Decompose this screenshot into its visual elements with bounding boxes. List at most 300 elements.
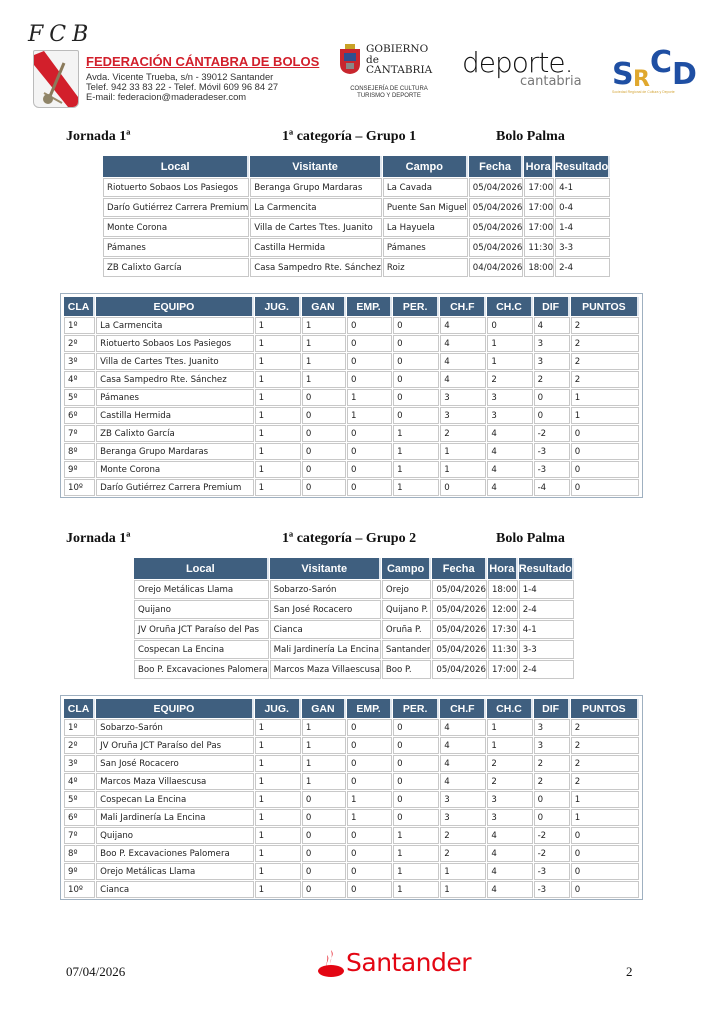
cell-fecha: 05/04/2026 [432,580,487,599]
cell-puntos: 0 [571,461,639,478]
cell-per: 0 [393,755,439,772]
cell-per: 1 [393,827,439,844]
cell-hora: 18:00 [524,258,554,277]
fcb-logo-letters: FCB [28,22,95,47]
cell-puntos: 1 [571,791,639,808]
group-1-standings-table [63,296,640,497]
cell-ch-f: 2 [440,827,486,844]
cell-ch-c: 1 [487,719,532,736]
cell-cla: 5º [64,791,95,808]
cell-visitante: Castilla Hermida [250,238,382,257]
standings-row [64,755,639,772]
match-row [134,580,574,599]
cell-jug: 1 [255,317,301,334]
cell-puntos: 2 [571,335,639,352]
cell-per: 1 [393,461,439,478]
cell-campo: La Cavada [383,178,468,197]
cell-jug: 1 [255,773,301,790]
cell-hora: 17:00 [488,660,518,679]
standings-row [64,719,639,736]
cell-cla: 6º [64,809,95,826]
cell-fecha: 05/04/2026 [432,660,487,679]
column-header-puntos: PUNTOS [571,297,639,316]
cell-cla: 3º [64,755,95,772]
cell-local: JV Oruña JCT Paraíso del Pas [134,620,269,639]
cell-equipo: Sobarzo-Sarón [96,719,254,736]
group-2-modalidad: Bolo Palma [496,531,565,546]
cell-equipo: La Carmencita [96,317,254,334]
cell-equipo: Marcos Maza Villaescusa [96,773,254,790]
cell-puntos: 0 [571,443,639,460]
cell-dif: 0 [534,791,570,808]
cell-puntos: 0 [571,845,639,862]
column-header-equipo: EQUIPO [96,297,254,316]
consejeria-line-2: TURISMO Y DEPORTE [357,93,421,99]
cell-jug: 1 [255,719,301,736]
cell-local: Pámanes [103,238,249,257]
cell-ch-f: 4 [440,737,486,754]
cell-puntos: 2 [571,773,639,790]
standings-row [64,881,639,898]
cell-campo: Roiz [383,258,468,277]
cell-ch-f: 1 [440,443,486,460]
match-row [134,620,574,639]
standings-row [64,371,639,388]
cell-per: 0 [393,407,439,424]
cell-local: Quijano [134,600,269,619]
cell-campo: Quijano P. [382,600,432,619]
cell-gan: 0 [302,791,346,808]
cell-hora: 12:00 [488,600,518,619]
cell-emp: 0 [347,845,392,862]
cell-campo: Oruña P. [382,620,432,639]
cell-local: Monte Corona [103,218,249,237]
cell-equipo: Villa de Cartes Ttes. Juanito [96,353,254,370]
cell-resultado: 1-4 [555,218,610,237]
cell-ch-c: 2 [487,773,532,790]
cell-ch-c: 4 [487,827,532,844]
column-header-visitante: Visitante [270,558,381,579]
cell-emp: 0 [347,827,392,844]
santander-flame-icon [318,950,344,982]
cell-per: 0 [393,353,439,370]
cell-dif: 2 [534,371,570,388]
cell-ch-c: 3 [487,389,532,406]
cell-cla: 6º [64,407,95,424]
standings-row [64,353,639,370]
cell-jug: 1 [255,425,301,442]
cell-local: Boo P. Excavaciones Palomera [134,660,269,679]
cell-visitante: Cianca [270,620,381,639]
cell-puntos: 0 [571,827,639,844]
cell-cla: 3º [64,353,95,370]
cell-cla: 9º [64,863,95,880]
cell-gan: 0 [302,425,346,442]
cell-equipo: Cianca [96,881,254,898]
cell-cla: 8º [64,443,95,460]
cell-per: 0 [393,737,439,754]
cell-dif: 3 [534,335,570,352]
group-2-results-table [133,557,575,680]
cell-jug: 1 [255,791,301,808]
table-header-row [134,558,574,579]
cell-jug: 1 [255,353,301,370]
standings-row [64,863,639,880]
group-2-standings-table [63,698,640,899]
cell-gan: 0 [302,461,346,478]
cell-cla: 9º [64,461,95,478]
cell-visitante: Mali Jardinería La Encina [270,640,381,659]
cell-ch-f: 4 [440,755,486,772]
group-1-results-table [102,155,611,278]
cell-gan: 1 [302,371,346,388]
column-header-ch-f: CH.F [440,297,486,316]
column-header-dif: DIF [534,297,570,316]
cell-dif: 3 [534,353,570,370]
cell-puntos: 2 [571,755,639,772]
cell-dif: -4 [534,479,570,496]
srcd-logo [612,46,708,92]
standings-row [64,461,639,478]
cell-per: 1 [393,443,439,460]
match-row [103,258,610,277]
cell-gan: 1 [302,353,346,370]
cell-jug: 1 [255,809,301,826]
standings-row [64,335,639,352]
cell-emp: 0 [347,353,392,370]
cell-fecha: 05/04/2026 [469,178,524,197]
cell-equipo: Quijano [96,827,254,844]
standings-row [64,737,639,754]
cell-per: 0 [393,371,439,388]
cell-ch-c: 4 [487,461,532,478]
cell-hora: 11:30 [488,640,518,659]
cell-equipo: Casa Sampedro Rte. Sánchez [96,371,254,388]
cell-ch-c: 4 [487,479,532,496]
cell-fecha: 05/04/2026 [469,218,524,237]
cell-emp: 0 [347,371,392,388]
cell-equipo: San José Rocacero [96,755,254,772]
cell-gan: 1 [302,773,346,790]
svg-text:D: D [672,57,697,92]
cell-per: 1 [393,425,439,442]
cell-equipo: ZB Calixto García [96,425,254,442]
cell-cla: 10º [64,479,95,496]
cell-per: 0 [393,317,439,334]
cell-jug: 1 [255,407,301,424]
cell-dif: -3 [534,863,570,880]
cell-ch-f: 3 [440,407,486,424]
standings-row [64,479,639,496]
cell-campo: Santander [382,640,432,659]
column-header-gan: GAN [302,699,346,718]
gobierno-shield-icon [339,44,361,74]
cell-hora: 17:00 [524,218,554,237]
cell-gan: 1 [302,755,346,772]
standings-row [64,443,639,460]
svg-text:C: C [650,46,673,80]
column-header-puntos: PUNTOS [571,699,639,718]
cell-fecha: 05/04/2026 [432,620,487,639]
cell-ch-c: 0 [487,317,532,334]
cell-per: 0 [393,719,439,736]
cell-per: 0 [393,809,439,826]
cell-emp: 0 [347,881,392,898]
cell-ch-c: 4 [487,845,532,862]
federation-email: E-mail: federacion@maderadeser.com [86,91,247,102]
cell-fecha: 05/04/2026 [469,238,524,257]
cell-ch-f: 0 [440,479,486,496]
cell-fecha: 05/04/2026 [469,198,524,217]
cell-resultado: 3-3 [555,238,610,257]
cell-ch-c: 4 [487,881,532,898]
santander-logo: Santander [346,948,472,977]
column-header-fecha: Fecha [469,156,524,177]
standings-row [64,317,639,334]
cell-ch-f: 4 [440,353,486,370]
cell-cla: 7º [64,827,95,844]
cell-emp: 0 [347,863,392,880]
cell-dif: -3 [534,461,570,478]
cell-ch-f: 4 [440,719,486,736]
gobierno-line-1: GOBIERNO [366,43,429,55]
cell-gan: 0 [302,827,346,844]
cell-per: 1 [393,845,439,862]
standings-row [64,425,639,442]
standings-row [64,791,639,808]
cell-cla: 10º [64,881,95,898]
cell-jug: 1 [255,443,301,460]
cell-puntos: 0 [571,863,639,880]
cell-ch-f: 2 [440,425,486,442]
group-1-categoria: 1ª categoría – Grupo 1 [282,129,417,144]
cell-cla: 2º [64,335,95,352]
svg-text:R: R [633,67,650,92]
cell-puntos: 2 [571,317,639,334]
cell-ch-c: 2 [487,755,532,772]
column-header-jug: JUG. [255,297,301,316]
column-header-jug: JUG. [255,699,301,718]
cell-gan: 1 [302,719,346,736]
federation-name: FEDERACIÓN CÁNTABRA DE BOLOS [86,54,320,69]
cell-resultado: 0-4 [555,198,610,217]
cell-equipo: Mali Jardinería La Encina [96,809,254,826]
column-header-hora: Hora [524,156,554,177]
cell-dif: 0 [534,809,570,826]
cell-cla: 7º [64,425,95,442]
cell-equipo: Cospecan La Encina [96,791,254,808]
cell-resultado: 4-1 [555,178,610,197]
federation-address: Avda. Vicente Trueba, s/n - 39012 Santander [86,71,274,82]
column-header-equipo: EQUIPO [96,699,254,718]
cell-per: 0 [393,335,439,352]
cell-jug: 1 [255,737,301,754]
cell-visitante: Marcos Maza Villaescusa [270,660,381,679]
deporte-logo-sub: cantabria [520,74,582,89]
cell-jug: 1 [255,479,301,496]
cell-emp: 0 [347,737,392,754]
gobierno-name [366,44,432,76]
cell-ch-c: 1 [487,353,532,370]
cell-gan: 0 [302,809,346,826]
standings-row [64,389,639,406]
cell-hora: 17:00 [524,178,554,197]
cell-emp: 0 [347,461,392,478]
match-row [103,198,610,217]
cell-gan: 0 [302,863,346,880]
cell-emp: 1 [347,407,392,424]
column-header-dif: DIF [534,699,570,718]
standings-row [64,773,639,790]
cell-puntos: 2 [571,737,639,754]
cell-cla: 5º [64,389,95,406]
footer-date: 07/04/2026 [66,964,126,979]
group-2-jornada: Jornada 1ª [66,531,131,546]
cell-resultado: 1-4 [519,580,574,599]
cell-ch-c: 3 [487,791,532,808]
cell-hora: 11:30 [524,238,554,257]
cell-puntos: 1 [571,407,639,424]
cell-dif: 3 [534,719,570,736]
cell-puntos: 1 [571,389,639,406]
cell-hora: 17:00 [524,198,554,217]
cell-puntos: 1 [571,809,639,826]
cell-ch-f: 4 [440,773,486,790]
cell-ch-c: 4 [487,425,532,442]
cell-campo: La Hayuela [383,218,468,237]
cell-equipo: Boo P. Excavaciones Palomera [96,845,254,862]
column-header-campo: Campo [382,558,432,579]
cell-visitante: Casa Sampedro Rte. Sánchez [250,258,382,277]
cell-gan: 1 [302,335,346,352]
match-row [134,640,574,659]
match-row [134,660,574,679]
cell-puntos: 0 [571,881,639,898]
cell-cla: 1º [64,317,95,334]
cell-dif: 4 [534,317,570,334]
column-header-campo: Campo [383,156,468,177]
cell-gan: 0 [302,389,346,406]
cell-jug: 1 [255,881,301,898]
cell-resultado: 2-4 [519,600,574,619]
column-header-cla: CLA [64,297,95,316]
match-row [103,178,610,197]
cell-emp: 0 [347,317,392,334]
standings-row [64,845,639,862]
group-2-categoria: 1ª categoría – Grupo 2 [282,531,417,546]
cell-per: 1 [393,863,439,880]
cell-hora: 17:30 [488,620,518,639]
cell-visitante: San José Rocacero [270,600,381,619]
cell-jug: 1 [255,863,301,880]
cell-cla: 8º [64,845,95,862]
cell-emp: 1 [347,389,392,406]
column-header-emp: EMP. [347,699,392,718]
cell-jug: 1 [255,827,301,844]
column-header-resultado: Resultado [555,156,610,177]
cell-jug: 1 [255,389,301,406]
match-row [103,238,610,257]
cell-ch-c: 2 [487,371,532,388]
cell-gan: 1 [302,737,346,754]
cell-emp: 1 [347,809,392,826]
cell-equipo: JV Oruña JCT Paraíso del Pas [96,737,254,754]
cell-campo: Orejo [382,580,432,599]
federation-phones: Telef. 942 33 83 22 - Telef. Móvil 609 96 84 27 [86,81,279,92]
cell-ch-f: 4 [440,371,486,388]
cell-jug: 1 [255,845,301,862]
cell-ch-c: 3 [487,809,532,826]
cell-cla: 1º [64,719,95,736]
cell-emp: 0 [347,719,392,736]
cell-campo: Boo P. [382,660,432,679]
cell-dif: 2 [534,773,570,790]
column-header-ch-c: CH.C [487,699,532,718]
cell-emp: 0 [347,755,392,772]
cell-gan: 0 [302,845,346,862]
cell-dif: -2 [534,827,570,844]
cell-equipo: Castilla Hermida [96,407,254,424]
cell-cla: 2º [64,737,95,754]
cell-cla: 4º [64,773,95,790]
cell-dif: 0 [534,407,570,424]
cell-equipo: Orejo Metálicas Llama [96,863,254,880]
cell-local: Riotuerto Sobaos Los Pasiegos [103,178,249,197]
cell-dif: -3 [534,443,570,460]
column-header-per: PER. [393,699,439,718]
column-header-ch-f: CH.F [440,699,486,718]
consejeria-line-1: CONSEJERÍA DE CULTURA [350,86,428,92]
column-header-local: Local [103,156,249,177]
cell-puntos: 2 [571,371,639,388]
cell-ch-c: 4 [487,863,532,880]
cell-dif: -2 [534,845,570,862]
cell-per: 0 [393,773,439,790]
cell-ch-f: 1 [440,461,486,478]
cell-puntos: 0 [571,479,639,496]
table-header-row [103,156,610,177]
column-header-fecha: Fecha [432,558,487,579]
cell-emp: 0 [347,335,392,352]
cell-emp: 0 [347,479,392,496]
standings-row [64,827,639,844]
cell-puntos: 0 [571,425,639,442]
cell-dif: 3 [534,737,570,754]
svg-text:S: S [612,57,634,92]
cell-dif: -2 [534,425,570,442]
cell-resultado: 4-1 [519,620,574,639]
cell-per: 0 [393,791,439,808]
gobierno-line-3: CANTABRIA [366,64,433,76]
column-header-gan: GAN [302,297,346,316]
cell-visitante: Villa de Cartes Ttes. Juanito [250,218,382,237]
cell-ch-c: 3 [487,407,532,424]
group-1-jornada: Jornada 1ª [66,129,131,144]
cell-per: 0 [393,389,439,406]
cell-ch-f: 4 [440,335,486,352]
standings-row [64,809,639,826]
cell-ch-c: 1 [487,737,532,754]
cell-per: 1 [393,479,439,496]
table-header-row [64,699,639,718]
cell-ch-f: 3 [440,389,486,406]
column-header-local: Local [134,558,269,579]
cell-jug: 1 [255,371,301,388]
cell-jug: 1 [255,755,301,772]
cell-local: Orejo Metálicas Llama [134,580,269,599]
cell-visitante: La Carmencita [250,198,382,217]
cell-hora: 18:00 [488,580,518,599]
